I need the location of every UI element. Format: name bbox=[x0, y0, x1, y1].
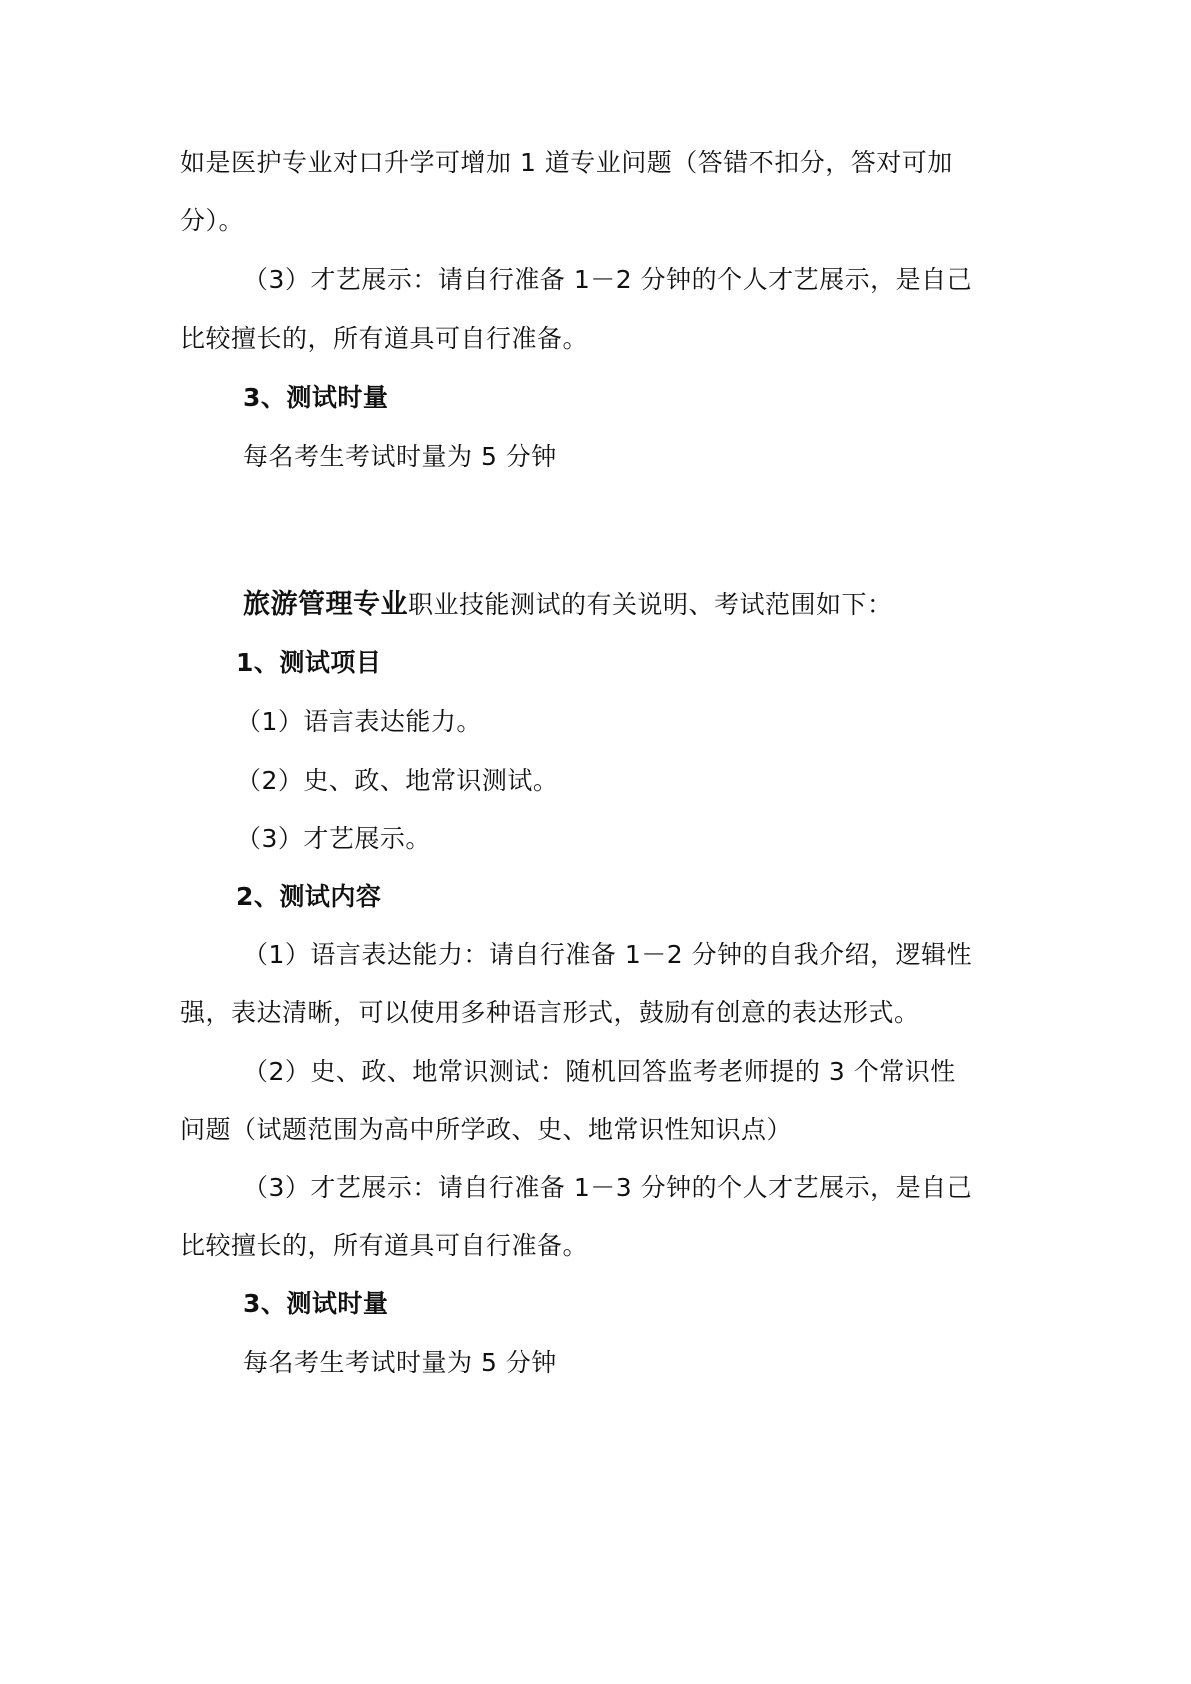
paragraph-line: 分）。 bbox=[180, 206, 245, 235]
paragraph-line: （2）史、政、地常识测试：随机回答监考老师提的 3 个常识性 bbox=[243, 1057, 956, 1086]
section-title bbox=[243, 588, 893, 622]
section-heading: 2、测试内容 bbox=[236, 882, 382, 911]
list-item: （2）史、政、地常识测试。 bbox=[236, 766, 559, 795]
section-heading: 3、测试时量 bbox=[243, 1289, 389, 1318]
list-item: （1）语言表达能力。 bbox=[236, 707, 482, 736]
paragraph-line: 每名考生考试时量为 5 分钟 bbox=[243, 1348, 557, 1377]
paragraph-line: 比较擅长的，所有道具可自行准备。 bbox=[180, 324, 589, 353]
paragraph-line: （1）语言表达能力：请自行准备 1－2 分钟的自我介绍，逻辑性 bbox=[243, 940, 973, 969]
paragraph-line: 比较擅长的，所有道具可自行准备。 bbox=[180, 1231, 589, 1260]
list-item: （3）才艺展示。 bbox=[236, 824, 431, 853]
section-heading: 1、测试项目 bbox=[236, 648, 382, 677]
paragraph-line: 如是医护专业对口升学可增加 1 道专业问题（答错不扣分，答对可加 bbox=[180, 148, 953, 177]
paragraph-line: 每名考生考试时量为 5 分钟 bbox=[243, 442, 557, 471]
section-heading: 3、测试时量 bbox=[243, 383, 389, 412]
section-title-emphasis: 旅游管理专业 bbox=[243, 589, 408, 620]
paragraph-line: （3）才艺展示：请自行准备 1－2 分钟的个人才艺展示，是自己 bbox=[243, 265, 973, 294]
paragraph-line: 强，表达清晰，可以使用多种语言形式，鼓励有创意的表达形式。 bbox=[180, 998, 920, 1027]
paragraph-line: 问题（试题范围为高中所学政、史、地常识性知识点） bbox=[180, 1115, 793, 1144]
section-title-rest: 职业技能测试的有关说明、考试范围如下： bbox=[408, 590, 893, 619]
paragraph-line: （3）才艺展示：请自行准备 1－3 分钟的个人才艺展示，是自己 bbox=[243, 1173, 973, 1202]
